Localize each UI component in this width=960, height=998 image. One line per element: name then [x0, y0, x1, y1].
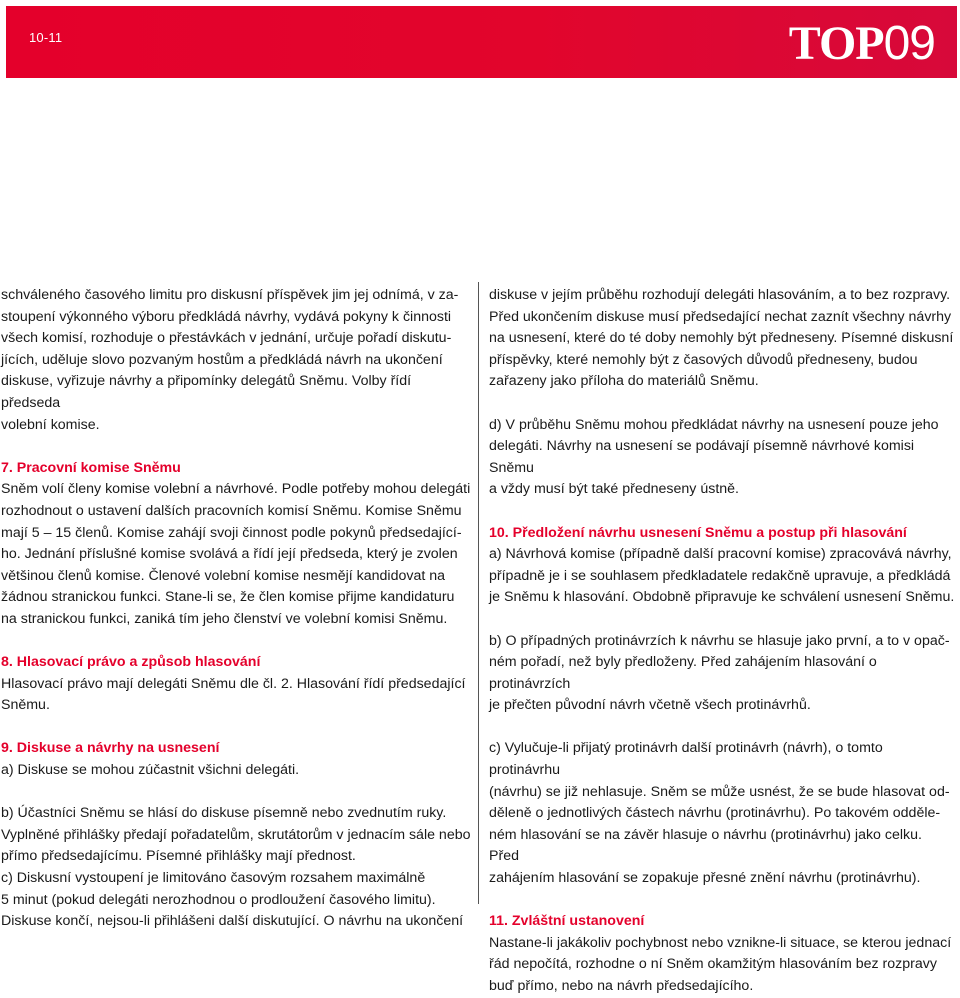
text-line: Nastane-li jakákoliv pochybnost nebo vznikne-li situace, se kterou jednací [489, 934, 952, 951]
text-line: Diskuse končí, nejsou-li přihlášeni další diskutující. O návrhu na ukončení [1, 913, 464, 930]
header-banner [6, 6, 957, 78]
section-10-item-b [489, 631, 955, 717]
text-line: žádnou stranickou funkci. Stane-li se, že člen komise přijme kandidaturu [1, 589, 455, 606]
text-line: stoupení výkonného výboru předkládá návrhy, vydává pokyny k činnosti [1, 308, 452, 325]
text-line: mají 5 – 15 členů. Komise zahájí svoji činnost podle pokynů předsedající- [1, 524, 462, 541]
section-9-item-d [489, 415, 955, 501]
text-line: případně je i se souhlasem předkladatele redakčně upravuje, a předkládá [489, 567, 951, 584]
text-line: diskuse, vyřizuje návrhy a připomínky delegátů Sněmu. Volby řídí předseda [1, 373, 412, 411]
text-line: je přečten původní návrh včetně všech protinávrhů. [489, 697, 811, 714]
text-line: zařazeny jako příloha do materiálů Sněmu. [489, 373, 759, 390]
page-numbers: 10-11 [29, 30, 63, 45]
text-line: většinou členů komise. Členové volební komise nesmějí kandidovat na [1, 567, 445, 584]
logo-text-thin: 09 [883, 17, 935, 70]
text-line: všech komisí, rozhoduje o přestávkách v jednání, určuje pořadí diskutu- [1, 330, 452, 347]
text-line: volební komise. [1, 416, 100, 433]
section-9-item-a: a) Diskuse se mohou zúčastnit všichni delegáti. [1, 762, 300, 779]
text-line: b) O případných protinávrzích k návrhu se hlasuje jako první, a to v opač- [489, 632, 950, 649]
section-11-heading: 11. Zvláštní ustanovení [489, 913, 645, 930]
text-line: Hlasovací právo mají delegáti Sněmu dle čl. 2. Hlasování řídí předsedající [1, 675, 466, 692]
section-7-heading: 7. Pracovní komise Sněmu [1, 459, 181, 476]
section-9-heading: 9. Diskuse a návrhy na usnesení [1, 740, 220, 757]
intro-paragraph [1, 285, 471, 436]
text-line: buď přímo, nebo na návrh předsedajícího. [489, 978, 754, 994]
section-9-item-c [1, 868, 471, 933]
text-line: na stranickou funkci, zaniká tím jeho členství ve volební komisi Sněmu. [1, 610, 448, 627]
text-line: 5 minut (pokud delegáti nerozhodnou o prodloužení časového limitu). [1, 891, 436, 908]
text-line: a) Návrhová komise (případně další pracovní komise) zpracovává návrhy, [489, 546, 952, 563]
text-line: Sněmu. [1, 697, 50, 714]
text-line: rozhodnout o ustavení dalších pracovních komisí Sněmu. Komise Sněmu [1, 502, 462, 519]
text-line: příspěvky, které nemohly být z časových důvodů předneseny, budou [489, 351, 918, 368]
text-line: diskuse v jejím průběhu rozhodují delegáti hlasováním, a to bez rozpravy. [489, 287, 951, 303]
text-line: ném hlasování se na závěr hlasuje o návrhu (protinávrhu) jako celku. Před [489, 826, 922, 865]
text-line: děleně o jednotlivých částech návrhu (protinávrhu). Po takovém odděle- [489, 805, 941, 822]
logo-text-bold: TOP [788, 17, 884, 70]
text-line: Vyplněné přihlášky předají pořadatelům, skrutátorům v jednacím sále nebo [1, 826, 471, 843]
section-10-item-a [489, 544, 955, 609]
text-line: ho. Jednání příslušné komise svolává a řídí její předseda, který je zvolen [1, 546, 458, 563]
text-line: (návrhu) se již nehlasuje. Sněm se může usnést, že se bude hlasovat od- [489, 783, 950, 800]
text-line: zahájením hlasování se zopakuje přesné znění návrhu (protinávrhu). [489, 870, 921, 887]
section-9-item-b [1, 803, 471, 868]
text-line: b) Účastníci Sněmu se hlásí do diskuse písemně nebo zvednutím ruky. [1, 805, 447, 822]
section-11-paragraph [489, 933, 955, 998]
text-line: ném pořadí, než byly předloženy. Před zahájením hlasování o protinávrzích [489, 654, 877, 692]
text-line: Před ukončením diskuse musí předsedající nechat zaznít všechny návrhy [489, 308, 952, 325]
section-10-item-c [489, 738, 955, 889]
text-line: řád nepočítá, rozhodne o ní Sněm okamžitým hlasováním bez rozpravy [489, 956, 937, 973]
text-line: c) Diskusní vystoupení je limitováno časovým rozsahem maximálně [1, 870, 426, 887]
text-line: a vždy musí být také předneseny ústně. [489, 481, 739, 498]
column-divider [478, 282, 479, 904]
text-line: jících, uděluje slovo pozvaným hostům a předkládá návrh na ukončení [1, 351, 443, 368]
section-8-heading: 8. Hlasovací právo a způsob hlasování [1, 654, 261, 671]
section-9-continuation [489, 285, 955, 393]
right-column [489, 285, 955, 998]
text-line: přímo předsedajícímu. Písemné přihlášky mají přednost. [1, 848, 356, 865]
top09-logo [788, 17, 935, 70]
section-8-paragraph [1, 674, 471, 717]
text-line: Sněm volí členy komise volební a návrhové. Podle potřeby mohou delegáti [1, 481, 471, 498]
section-10-heading: 10. Předložení návrhu usnesení Sněmu a postup při hlasování [489, 524, 907, 541]
text-line: schváleného časového limitu pro diskusní příspěvek jim jej odnímá, v za- [1, 287, 459, 303]
text-line: d) V průběhu Sněmu mohou předkládat návrhy na usnesení pouze jeho [489, 416, 939, 433]
left-column [1, 285, 471, 933]
text-line: c) Vylučuje-li přijatý protinávrh další protinávrh (návrh), o tomto protinávrhu [489, 740, 883, 779]
text-line: delegáti. Návrhy na usnesení se podávají písemně návrhové komisi Sněmu [489, 438, 915, 476]
text-line: je Sněmu k hlasování. Obdobně připravuje ke schválení usnesení Sněmu. [489, 589, 955, 606]
section-7-paragraph [1, 479, 471, 630]
text-line: na usnesení, které do té doby nemohly být předneseny. Písemné diskusní [489, 330, 954, 347]
